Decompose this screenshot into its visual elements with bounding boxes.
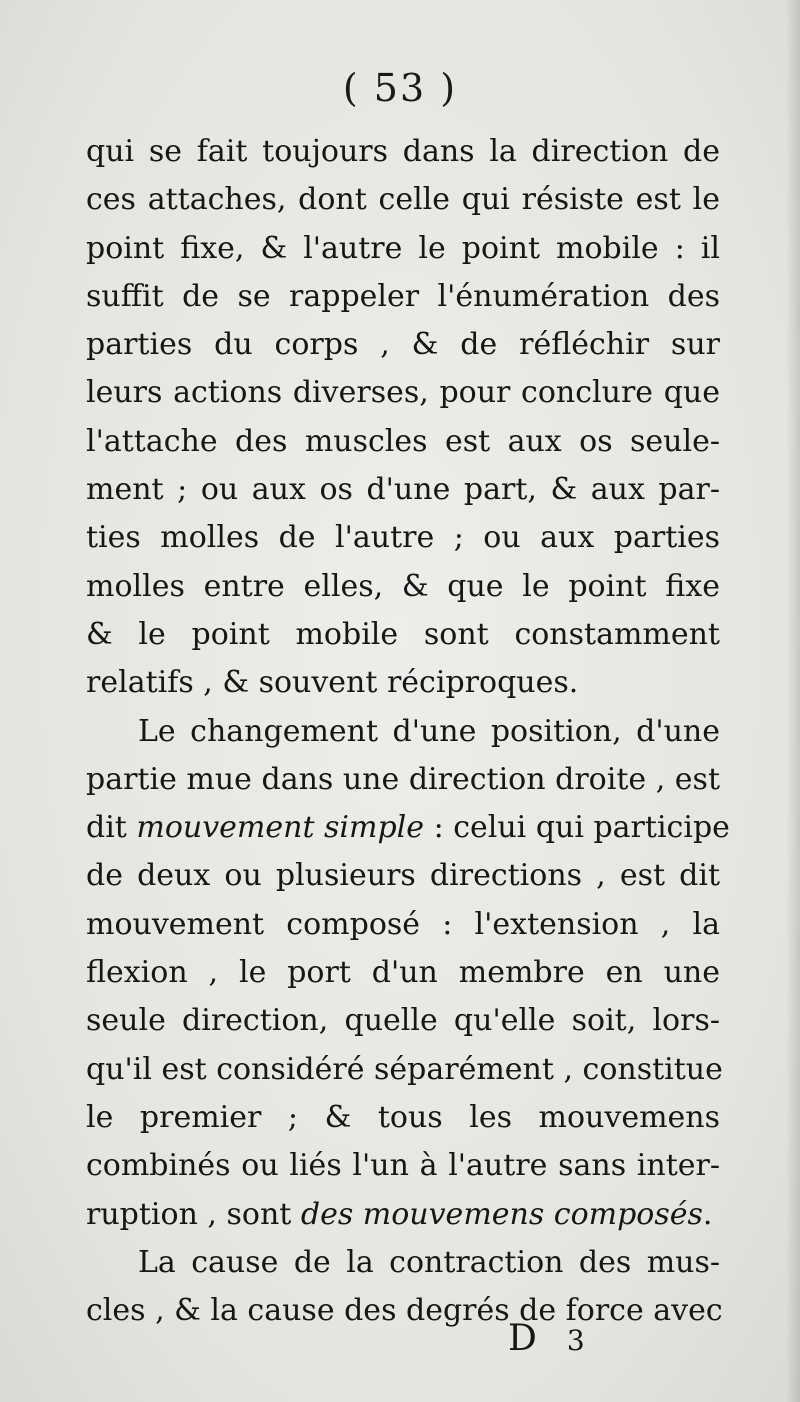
page-number: ( 53 ) (342, 66, 458, 110)
text-line: qui se fait toujours dans la direction de (86, 134, 720, 169)
text-line: suffit de se rappeler l'énumération des (86, 278, 720, 314)
italic-term: des mouvemens composés (300, 1196, 703, 1232)
text-line: partie mue dans une direction droite , est (86, 761, 720, 797)
italic-term: mouvement simple (136, 810, 425, 846)
text-line-paragraph-end (86, 1191, 720, 1239)
text-line: flexion , le port d'un membre en une (86, 955, 720, 991)
text-run: dit (86, 810, 137, 846)
text-line: leurs actions diverses, pour conclure que (86, 375, 720, 411)
text-line: qu'il est considéré séparément , constitue (86, 1051, 723, 1087)
text-line: l'attache des muscles est aux os seule- (86, 423, 720, 459)
text-line: cles , & la cause des degrés de force avec (86, 1293, 723, 1329)
text-line: combinés ou liés l'un à l'autre sans inter- (86, 1148, 720, 1184)
text-line-paragraph-start: Le changement d'une position, d'une (138, 713, 720, 749)
text-line: ces attaches, dont celle qui résiste est le (86, 182, 720, 218)
page-edge-shadow (786, 0, 800, 1402)
text-line-paragraph-end: relatifs , & souvent réciproques. (86, 665, 579, 701)
signature-number: 3 (566, 1324, 585, 1357)
text-run: . (702, 1196, 713, 1232)
text-line: ment ; ou aux os d'une part, & aux par- (86, 472, 720, 508)
text-line: seule direction, quelle qu'elle soit, lors- (86, 1003, 720, 1039)
signature-letter: D (508, 1318, 537, 1359)
text-line: parties du corps , & de réfléchir sur (86, 327, 720, 363)
text-line (86, 804, 730, 852)
body-text (86, 128, 730, 1335)
text-run: ruption , sont (86, 1196, 301, 1232)
text-line-paragraph-start: La cause de la contraction des mus- (138, 1244, 720, 1280)
text-line: ties molles de l'autre ; ou aux parties (86, 520, 720, 556)
text-run: : celui qui participe (424, 810, 730, 846)
text-line: point fixe, & l'autre le point mobile : il (86, 230, 720, 266)
text-line: mouvement composé : l'extension , la (86, 906, 720, 942)
text-line: de deux ou plusieurs directions , est dit (86, 858, 720, 894)
text-line: & le point mobile sont constamment (86, 616, 720, 652)
signature-mark (508, 1318, 585, 1359)
text-line: molles entre elles, & que le point fixe (86, 568, 720, 604)
text-line: le premier ; & tous les mouvemens (86, 1099, 720, 1135)
